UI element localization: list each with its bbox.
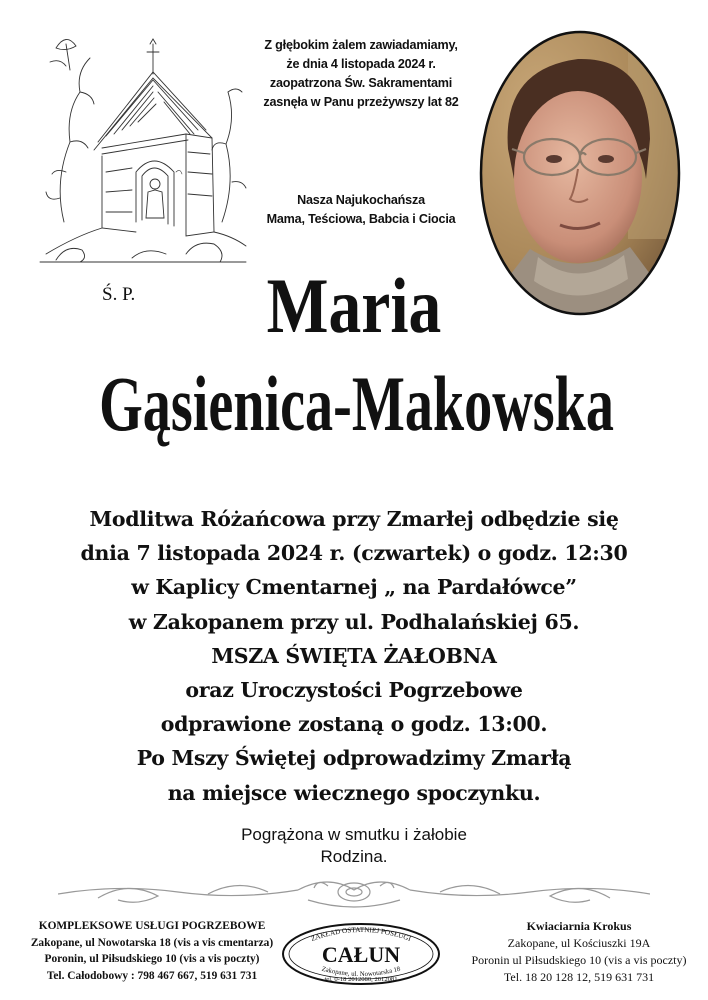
intro-line: Z głębokim żalem zawiadamiamy, [264, 38, 458, 52]
logo-phone: tel. 0-18 2012080, 2012081 [324, 976, 398, 983]
florist-address-1: Zakopane, ul Kościuszki 19A [507, 936, 651, 950]
ceremony-line: w Zakopanem przy ul. Podhalańskiej 65. [128, 609, 580, 634]
ceremony-line: odprawione zostaną o godz. 13:00. [160, 712, 548, 737]
relation-line: Nasza Najukochańsza [297, 193, 425, 207]
logo-name: CAŁUN [321, 942, 401, 967]
ceremony-line: MSZA ŚWIĘTA ŻAŁOBNA [211, 643, 497, 668]
mourners-text [0, 824, 708, 868]
florist-info [456, 918, 702, 986]
ceremony-line: na miejsce wiecznego spoczynku. [167, 780, 541, 805]
intro-line: że dnia 4 listopada 2024 r. [286, 57, 436, 71]
relation-text [238, 191, 484, 229]
logo-arc-text: ZAKŁAD OSTATNIEJ POSŁUGI [309, 925, 413, 943]
ceremony-line: oraz Uroczystości Pogrzebowe [185, 678, 523, 703]
calun-logo [278, 918, 444, 986]
intro-line: zasnęła w Panu przeżywszy lat 82 [263, 95, 459, 109]
funeral-home-title: KOMPLEKSOWE USŁUGI POGRZEBOWE [38, 920, 266, 932]
logo-address: Zakopane, ul. Nowotarska 18 [320, 965, 402, 979]
relation-line: Mama, Teściowa, Babcia i Ciocia [266, 212, 456, 226]
funeral-home-address-2: Poronin, ul Piłsudskiego 10 (vis a vis poczty) [44, 953, 260, 965]
funeral-home-address-1: Zakopane, ul Nowotarska 18 (vis a vis cmentarza) [30, 936, 274, 949]
ceremony-line: dnia 7 listopada 2024 r. (czwartek) o godz. 12:30 [80, 541, 628, 566]
funeral-home-info [14, 918, 290, 984]
ceremony-line: w Kaplicy Cmentarnej „ na Pardałówce” [131, 575, 577, 600]
deceased-surname: Gąsienica-Makowska [99, 360, 614, 447]
chapel-illustration [36, 22, 250, 270]
intro-line: zaopatrzona Św. Sakramentami [269, 76, 453, 90]
funeral-home-phone: Tel. Całodobowy : 798 467 667, 519 631 731 [46, 969, 258, 982]
mourners-line: Rodzina. [320, 847, 388, 866]
mourners-line: Pogrążona w smutku i żałobie [241, 825, 467, 844]
ornament-divider [58, 870, 650, 912]
ceremony-details [0, 502, 708, 810]
florist-address-2: Poronin ul Piłsudskiego 10 (vis a vis poczty) [471, 953, 687, 967]
svg-text:ZAKŁAD OSTATNIEJ POSŁUGI [310, 926, 413, 943]
florist-title: Kwiaciarnia Krokus [526, 919, 632, 933]
deceased-first-name: Maria [266, 262, 442, 349]
ceremony-line: Po Mszy Świętej odprowadzimy Zmarłą [136, 746, 572, 771]
sp-label: Ś. P. [102, 284, 136, 305]
ceremony-line: Modlitwa Różańcowa przy Zmarłej odbędzie się [89, 507, 619, 531]
florist-phone: Tel. 18 20 128 12, 519 631 731 [503, 970, 655, 984]
announcement-text [238, 36, 484, 112]
